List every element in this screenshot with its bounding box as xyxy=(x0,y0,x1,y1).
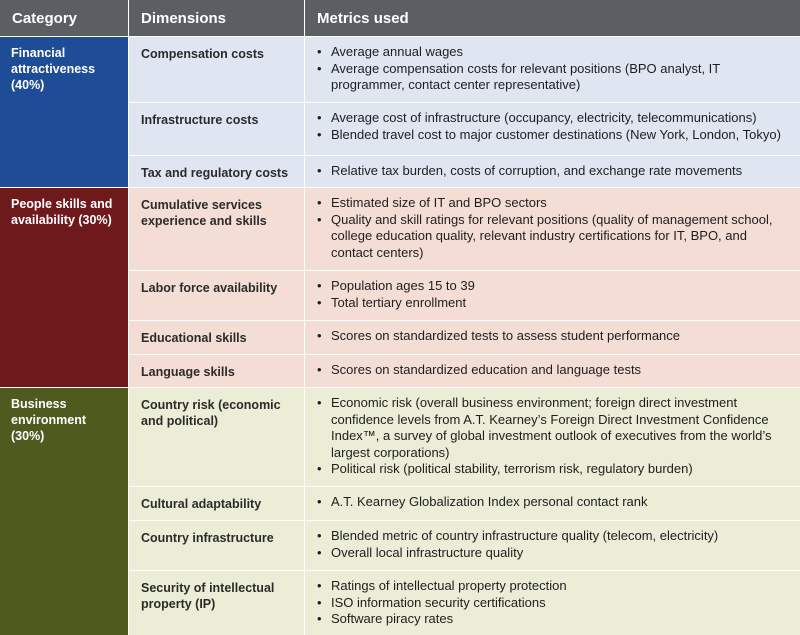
metric-item: • Scores on standardized education and language tests xyxy=(317,362,792,379)
dimension-cell: Compensation costs xyxy=(129,37,305,102)
metrics-cell xyxy=(305,388,800,486)
metric-item: • Quality and skill ratings for relevant positions (quality of management school, college education quality, relevant industry certifications for IT, BPO, and contact centers) xyxy=(317,212,792,262)
metric-item: • Relative tax burden, costs of corruption, and exchange rate movements xyxy=(317,163,792,180)
category-business-environment: Business environment (30%) xyxy=(0,388,129,635)
header-metrics: Metrics used xyxy=(305,0,800,36)
metrics-cell xyxy=(305,321,800,354)
metric-item: • Ratings of intellectual property protection xyxy=(317,578,792,595)
metric-item: • Economic risk (overall business environment; foreign direct investment confidence levels from A.T. Kearney’s Foreign Direct Investment Confidence Index™, a survey of global investment outlook of executives from the world’s largest corporations) xyxy=(317,395,792,461)
metrics-cell xyxy=(305,37,800,102)
category-financial-attractiveness: Financial attractiveness (40%) xyxy=(0,37,129,187)
category-people-skills: People skills and availability (30%) xyxy=(0,188,129,387)
metric-item: • A.T. Kearney Globalization Index personal contact rank xyxy=(317,494,792,511)
dimension-cell: Cultural adaptability xyxy=(129,487,305,520)
metric-item: • Software piracy rates xyxy=(317,611,792,628)
metric-item: • ISO information security certifications xyxy=(317,595,792,612)
header-dimensions: Dimensions xyxy=(129,0,305,36)
metrics-cell xyxy=(305,355,800,387)
metric-item: • Blended travel cost to major customer destinations (New York, London, Tokyo) xyxy=(317,127,792,144)
metric-item: • Estimated size of IT and BPO sectors xyxy=(317,195,792,212)
metric-item: • Average cost of infrastructure (occupancy, electricity, telecommunications) xyxy=(317,110,792,127)
metrics-cell xyxy=(305,188,800,270)
dimension-cell: Labor force availability xyxy=(129,271,305,320)
metric-item: • Political risk (political stability, terrorism risk, regulatory burden) xyxy=(317,461,792,478)
metric-item: • Total tertiary enrollment xyxy=(317,295,792,312)
dimension-cell: Language skills xyxy=(129,355,305,387)
metric-item: • Overall local infrastructure quality xyxy=(317,545,792,562)
metric-item: • Scores on standardized tests to assess student performance xyxy=(317,328,792,345)
metric-item: • Blended metric of country infrastructure quality (telecom, electricity) xyxy=(317,528,792,545)
header-category: Category xyxy=(0,0,129,36)
dimension-cell: Cumulative services experience and skills xyxy=(129,188,305,270)
metric-item: • Average compensation costs for relevant positions (BPO analyst, IT programmer, contact center representative) xyxy=(317,61,792,94)
dimension-cell: Country risk (economic and political) xyxy=(129,388,305,486)
metrics-cell xyxy=(305,487,800,520)
metrics-cell xyxy=(305,521,800,570)
dimension-cell: Tax and regulatory costs xyxy=(129,156,305,187)
metrics-cell xyxy=(305,103,800,155)
metrics-cell xyxy=(305,271,800,320)
dimension-cell: Infrastructure costs xyxy=(129,103,305,155)
metric-item: • Population ages 15 to 39 xyxy=(317,278,792,295)
metric-item: • Average annual wages xyxy=(317,44,792,61)
metrics-cell xyxy=(305,156,800,187)
dimension-cell: Security of intellectual property (IP) xyxy=(129,571,305,635)
metrics-cell xyxy=(305,571,800,635)
dimension-cell: Country infrastructure xyxy=(129,521,305,570)
dimension-cell: Educational skills xyxy=(129,321,305,354)
